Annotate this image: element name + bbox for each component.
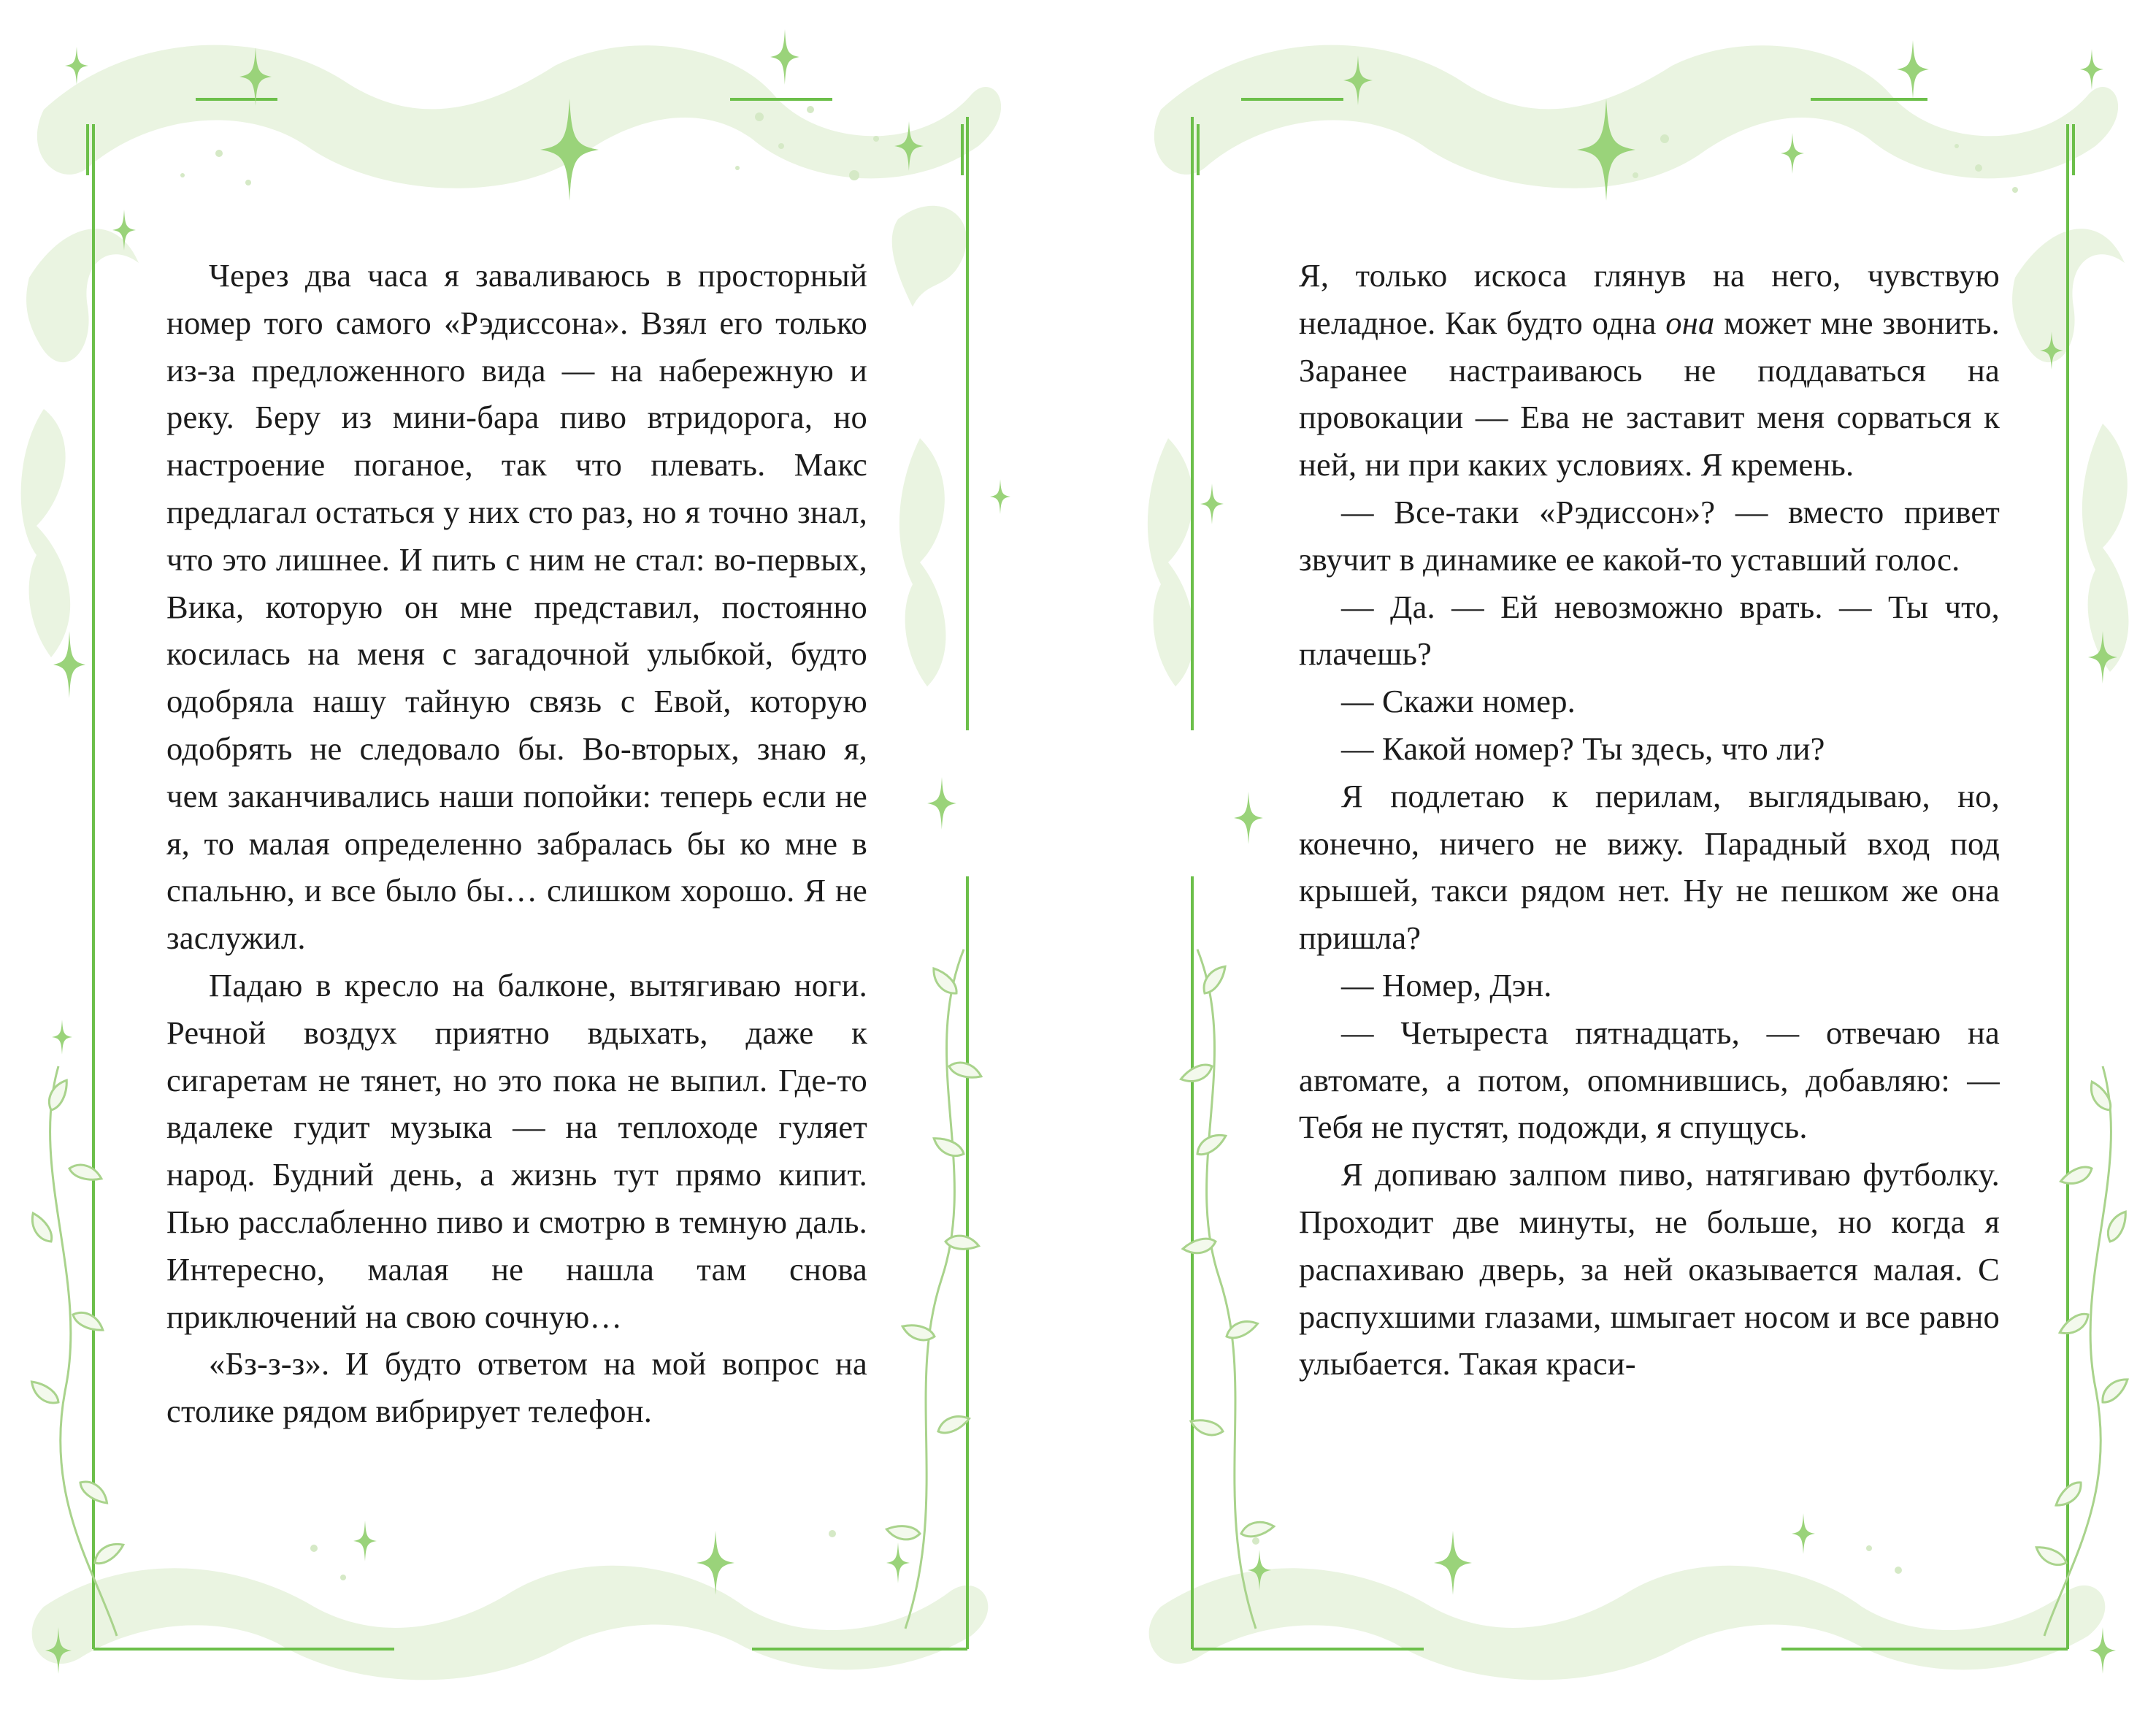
paragraph: — Какой номер? Ты здесь, что ли? (1341, 730, 1825, 767)
paragraph: — Все-таки «Рэдиссон»? — вместо привет звучит в динамике ее какой-то уставший голос. (1299, 493, 2000, 578)
text-run: может мне звонить. Заранее настраиваюсь не поддаваться на провокации — Ева не заставит меня сорваться к ней, ни при каких условиях. Я кремень. (1299, 304, 2000, 483)
paragraph: Падаю в кресло на балконе, вытягиваю ноги. Речной воздух приятно вдыхать, даже к сигаретам не тянет, но это пока не выпил. Где-то вдалеке гудит музыка — на теплоходе гуляет народ. Будний день, а жизнь тут прямо кипит. Пью расслабленно пиво и смотрю в темную даль. Интересно, малая не нашла там снова приключений на свою сочную… (166, 966, 867, 1335)
right-page-text (1299, 252, 2000, 1388)
paragraph: — Скажи номер. (1341, 683, 1576, 720)
text-run: Я, только искоса глянув на него, чувствую неладное. Как будто одна (1299, 257, 2000, 341)
paragraph: — Да. — Ей невозможно врать. — Ты что, плачешь? (1299, 588, 2000, 673)
paragraph: «Бз-з-з». И будто ответом на мой вопрос на столике рядом вибрирует телефон. (166, 1345, 867, 1430)
paragraph: Я подлетаю к перилам, выглядываю, но, конечно, ничего не вижу. Парадный вход под крышей, такси рядом нет. Ну не пешком же она пришла? (1299, 777, 2000, 957)
paragraph: — Четыреста пятнадцать, — отвечаю на автомате, а потом, опомнившись, добавляю: — Тебя не пустят, подожди, я спущусь. (1299, 1014, 2000, 1146)
italic-emphasis: она (1665, 304, 1715, 341)
paragraph: — Номер, Дэн. (1341, 966, 1552, 1003)
paragraph: Я допиваю залпом пиво, натягиваю футболку. Проходит две минуты, не больше, но когда я распахиваю дверь, за ней оказывается малая. С распухшими глазами, шмыгает носом и все равно улыбается. Такая краси- (1299, 1156, 2000, 1382)
left-page-text (166, 252, 867, 1435)
paragraph: Через два часа я заваливаюсь в просторный номер того самого «Рэдиссона». Взял его только из-за предложенного вида — на набережную и реку. Беру из мини-бара пиво втридорога, но настроение поганое, так что плевать. Макс предлагал остаться у них сто раз, но я точно знал, что это лишнее. И пить с ним не стал: во-первых, Вика, которую он мне представил, постоянно косилась на меня с загадочной улыбкой, будто одобряла нашу тайную связь с Евой, которую одобрять не следовало бы. Во-вторых, знаю я, чем заканчивались наши попойки: теперь если не я, то малая определенно забралась бы ко мне в спальню, и все было бы… слишком хорошо. Я не заслужил. (166, 257, 867, 957)
paragraph (1299, 252, 2000, 489)
